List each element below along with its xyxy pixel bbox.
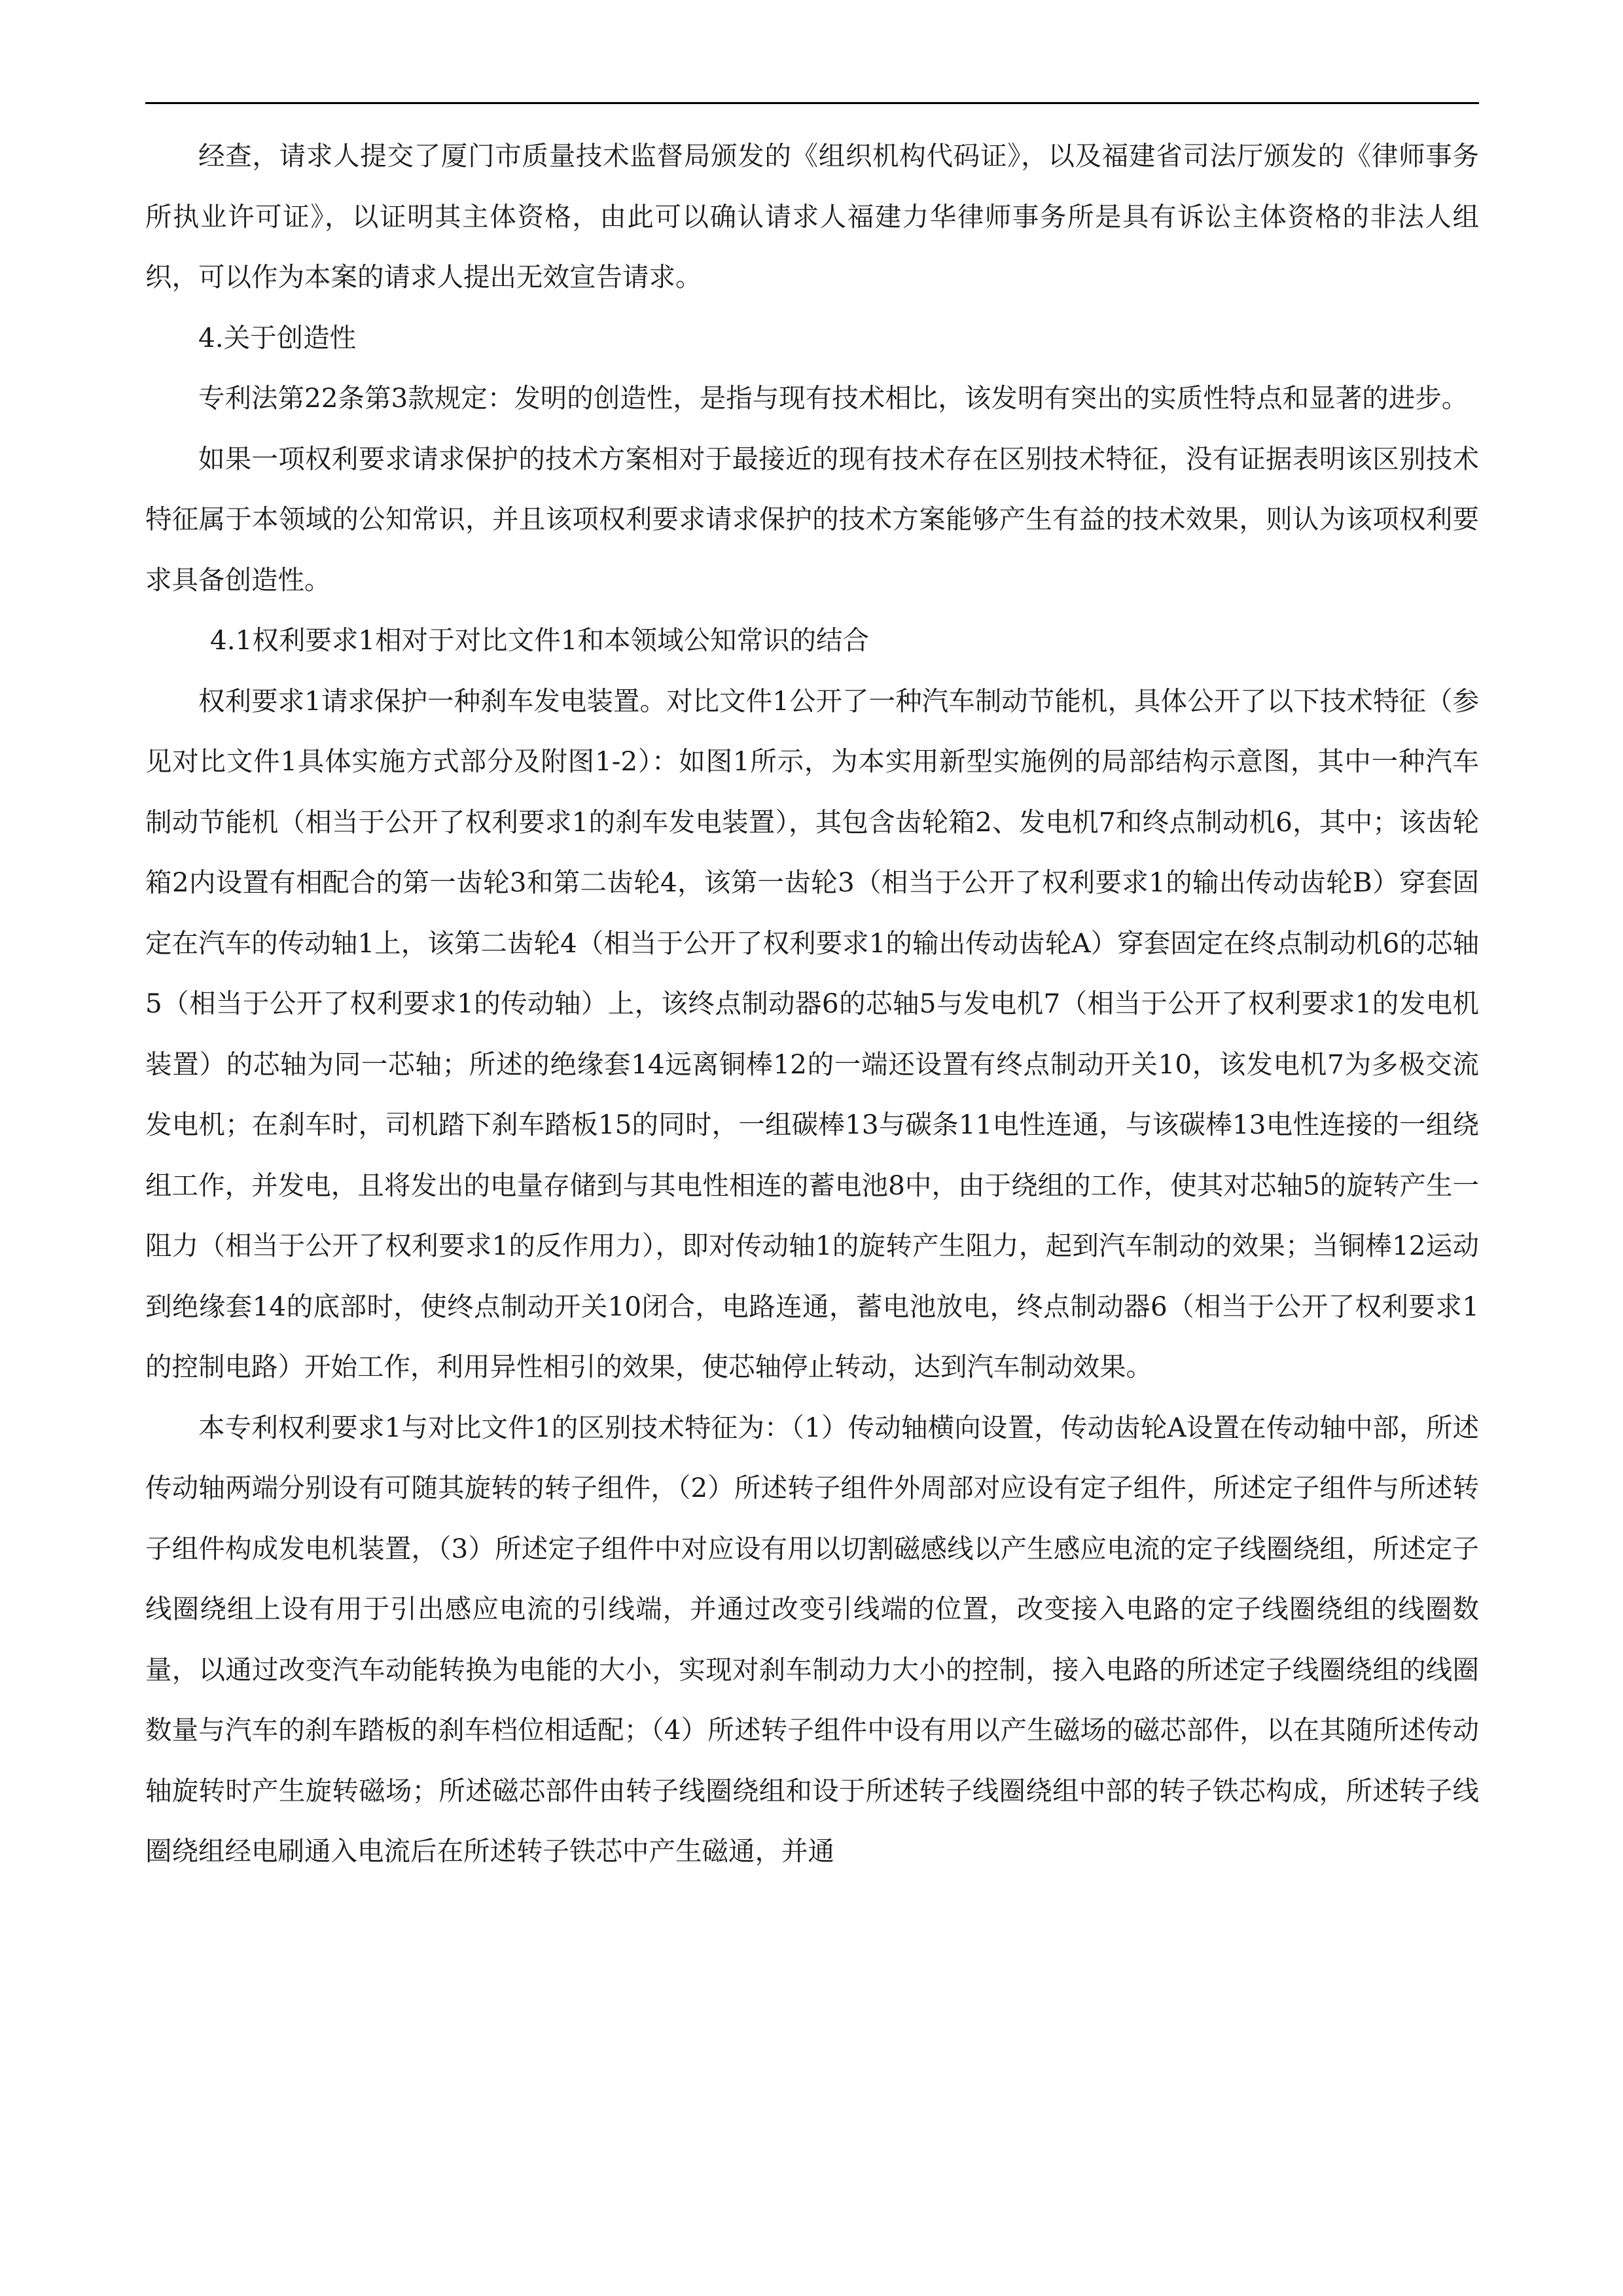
document-body xyxy=(145,126,1479,1882)
section-heading-inventiveness: 4.关于创造性 xyxy=(198,321,357,353)
paragraph-inventiveness-standard: 如果一项权利要求请求保护的技术方案相对于最接近的现有技术存在区别技术特征，没有证据表明该区别技术特征属于本领域的公知常识，并且该项权利要求请求保护的技术方案能够产生有益的技术效果，则认为该项权利要求具备创造性。 xyxy=(145,442,1479,596)
header-rule xyxy=(145,102,1479,104)
paragraph-subject-qualification: 经查，请求人提交了厦门市质量技术监督局颁发的《组织机构代码证》，以及福建省司法厅颁发的《律师事务所执业许可证》，以证明其主体资格，由此可以确认请求人福建力华律师事务所是具有诉讼主体资格的非法人组织，可以作为本案的请求人提出无效宣告请求。 xyxy=(145,140,1479,293)
paragraph-reference-document-1: 权利要求1请求保护一种刹车发电装置。对比文件1公开了一种汽车制动节能机，具体公开了以下技术特征（参见对比文件1具体实施方式部分及附图1-2）：如图1所示，为本实用新型实施例的局部结构示意图，其中一种汽车制动节能机（相当于公开了权利要求1的刹车发电装置），其包含齿轮箱2、发电机7和终点制动机6，其中；该齿轮箱2内设置有相配合的第一齿轮3和第二齿轮4，该第一齿轮3（相当于公开了权利要求1的输出传动齿轮B）穿套固定在汽车的传动轴1上，该第二齿轮4（相当于公开了权利要求1的输出传动齿轮A）穿套固定在终点制动机6的芯轴5（相当于公开了权利要求1的传动轴）上，该终点制动器6的芯轴5与发电机7（相当于公开了权利要求1的发电机装置）的芯轴为同一芯轴；所述的绝缘套14远离铜棒12的一端还设置有终点制动开关10，该发电机7为多极交流发电机；在刹车时，司机踏下刹车踏板15的同时，一组碳棒13与碳条11电性连通，与该碳棒13电性连接的一组绕组工作，并发电，且将发出的电量存储到与其电性相连的蓄电池8中，由于绕组的工作，使其对芯轴5的旋转产生一阻力（相当于公开了权利要求1的反作用力），即对传动轴1的旋转产生阻力，起到汽车制动的效果；当铜棒12运动到绝缘套14的底部时，使终点制动开关10闭合，电路连通，蓄电池放电，终点制动器6（相当于公开了权利要求1的控制电路）开始工作，利用异性相引的效果，使芯轴停止转动，达到汽车制动效果。 xyxy=(145,685,1479,1382)
subsection-heading-claim-1: 4.1权利要求1相对于对比文件1和本领域公知常识的结合 xyxy=(210,624,869,656)
paragraph-patent-law-article: 专利法第22条第3款规定：发明的创造性，是指与现有技术相比，该发明有突出的实质性特点和显著的进步。 xyxy=(198,382,1469,414)
paragraph-distinguishing-features: 本专利权利要求1与对比文件1的区别技术特征为：（1）传动轴横向设置，传动齿轮A设置在传动轴中部，所述传动轴两端分别设有可随其旋转的转子组件，（2）所述转子组件外周部对应设有定子组件，所述定子组件与所述转子组件构成发电机装置，（3）所述定子组件中对应设有用以切割磁感线以产生感应电流的定子线圈绕组，所述定子线圈绕组上设有用于引出感应电流的引线端，并通过改变引线端的位置，改变接入电路的定子线圈绕组的线圈数量，以通过改变汽车动能转换为电能的大小，实现对刹车制动力大小的控制，接入电路的所述定子线圈绕组的线圈数量与汽车的刹车踏板的刹车档位相适配；（4）所述转子组件中设有用以产生磁场的磁芯部件，以在其随所述传动轴旋转时产生旋转磁场；所述磁芯部件由转子线圈绕组和设于所述转子线圈绕组中部的转子铁芯构成，所述转子线圈绕组经电刷通入电流后在所述转子铁芯中产生磁通，并通 xyxy=(145,1411,1479,1867)
